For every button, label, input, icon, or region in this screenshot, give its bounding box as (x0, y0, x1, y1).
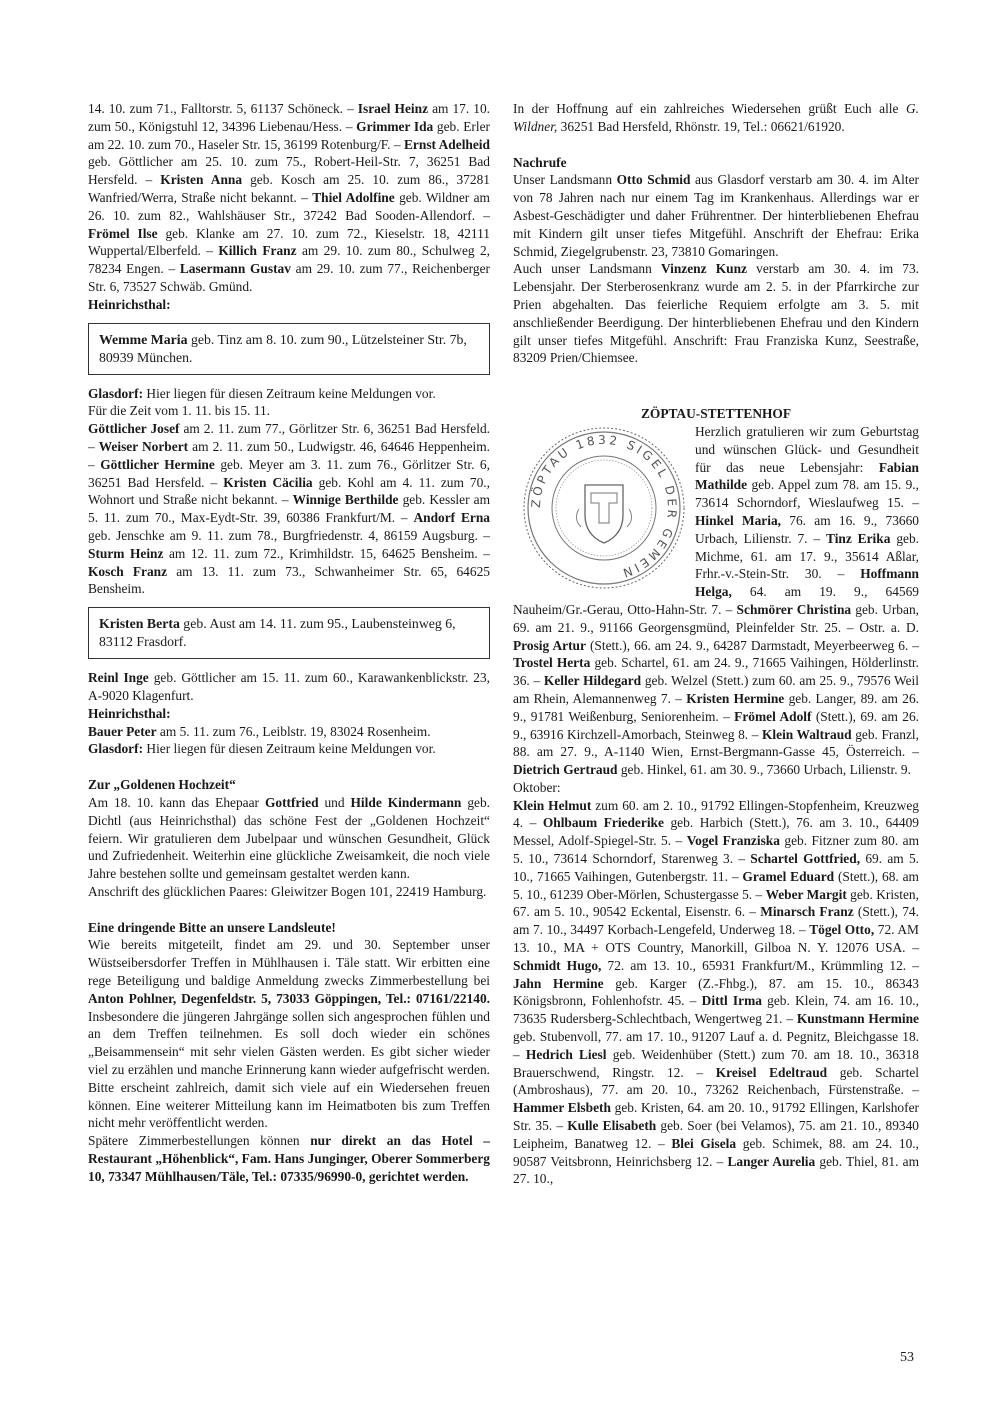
heinrichsthal-heading: Heinrichsthal: (88, 296, 171, 312)
obituaries-heading: Nachrufe (513, 154, 567, 170)
golden-wedding-heading: Zur „Goldenen Hochzeit“ (88, 777, 236, 793)
period-line: Für die Zeit vom 1. 11. bis 15. 11. (88, 403, 271, 419)
glasdorf-note: Glasdorf: Hier liegen für diesen Zeitraum keine Meldungen vor. (88, 385, 436, 401)
zoeptau-birthdays-september: Herzlich gratulieren wir zum Geburtstag und wünschen Glück- und Gesundheit für das neue Lebensjahr: Fabian Mathilde geb. Appel zum 78. am 15. 9., 73614 Schorndorf, Wieslaufweg 15. – Hinkel Maria, 76. am 16. 9., 73660 Urbach, Lilienstr. 7. – Tinz Erika geb. Michme, 61. am 17. 9., 35614 Aßlar, Frhr.-v.-Stein-Str. 30. – Hoffmann Helga, 64. am 19. 9., 64569 Nauheim/Gr.-Gerau, Otto-Hahn-Str. 7. – Schmörer Christina geb. Urban, 69. am 21. 9., 91166 Georgensgmünd, Pleinfelder Str. 25. – Ostr. a. D. Prosig Artur (Stett.), 66. am 24. 9., 64287 Darmstadt, Meyerbeerweg 6. – Trostel Herta geb. Schartel, 61. am 24. 9., 71665 Vaihingen, Hölderlinstr. 36. – Keller Hildegard geb. Welzel (Stett.) zum 60. am 25. 9., 79576 Weil am Rhein, Alemannenweg 7. – Kristen Hermine geb. Langer, 89. am 26. 9., 91781 Weißenburg, Seniorenheim. – Frömel Adolf (Stett.), 69. am 26. 9., 63916 Kirchzell-Amorbach, Steinweg 8. – Klein Waltraud geb. Franzl, 88. am 27. 9., A-1140 Wien, Ernst-Bergmann-Gasse 45, Österreich. – Dietrich Gertraud geb. Hinkel, 61. am 30. 9., 73660 Urbach, Lilienstr. 9. (513, 423, 920, 778)
greeting-text: In der Hoffnung auf ein zahlreiches Wiedersehen grüßt Euch alle G. Wildner, 36251 Bad Hersfeld, Rhönstr. 19, Tel.: 06621/61920. (513, 101, 919, 134)
zoeptau-birthdays-october: Klein Helmut zum 60. am 2. 10., 91792 Ellingen-Stopfenheim, Kreuzweg 4. – Ohlbaum Friederike geb. Harbich (Stett.), 76. am 3. 10., 64409 Messel, Adolf-Spiegel-Str. 5. – Vogel Franziska geb. Fitzner zum 80. am 5. 10., 73614 Schorndorf, Starenweg 3. – Schartel Gottfried, 69. am 5. 10., 71665 Vaihingen, Gutenbergstr. 11. – Gramel Eduard (Stett.), 68. am 5. 10., 61239 Ober-Mörlen, Schustergasse 5. – Weber Margit geb. Kristen, 67. am 5. 10., 90542 Eckental, Eisenstr. 6. – Minarsch Franz (Stett.), 74. am 7. 10., 34497 Korbach-Lengefeld, Underweg 18. – Tögel Otto, 72. AM 13. 10., MA + OTS Country, Manorkill, Gilboa N. Y. 12076 USA. – Schmidt Hugo, 72. am 13. 10., 65931 Frankfurt/M., Krümmling 12. – Jahn Hermine geb. Karger (Z.-Fhbg.), 87. am 15. 10., 86343 Königsbronn, Fohlenhofstr. 45. – Dittl Irma geb. Klein, 74. am 16. 10., 73635 Rudersberg-Schlechtbach, Wengertweg 21. – Kunstmann Hermine geb. Stubenvoll, 77. am 17. 10., 91207 Lauf a. d. Pegnitz, Bleichgasse 18. – Hedrich Liesl geb. Weidenhüber (Stett.) zum 70. am 18. 10., 36318 Brauerschwend, Ringstr. 12. – Kreisel Edeltraud geb. Schartel (Ambroshaus), 77. am 20. 10., 73262 Reichenbach, Fürstenstraße. – Hammer Elsbeth geb. Kristen, 64. am 20. 10., 91792 Ellingen, Karlshofer Str. 35. – Kulle Elisabeth geb. Soer (bei Velamos), 75. am 21. 10., 89340 Leipheim, Banatweg 12. – Blei Gisela geb. Schimek, 88. am 24. 10., 90587 Veitsbronn, Heinrichsberg 12. – Langer Aurelia geb. Thiel, 81. am 27. 10., (513, 797, 920, 1187)
obituary-otto-schmid: Unser Landsmann Otto Schmid aus Glasdorf verstarb am 30. 4. im Alter von 78 Jahren nach nur einem Tag im Krankenhaus. Allerdings war er Asbest-Geschädigter und daher Frührentner. Der hinterbliebenen Ehefrau mit Kindern gilt unser tiefes Mitgefühl. Anschrift der Ehefrau: Erika Schmid, Ziegelgrubenstr. 23, 73810 Gomaringen. (513, 172, 919, 259)
svg-text:ZÖPTAU 1832 SIGEL DER GEMEIN: ZÖPTAU 1832 SIGEL DER GEMEIN (528, 432, 680, 581)
right-column (513, 100, 919, 1188)
obituary-vinzenz-kunz: Auch unser Landsmann Vinzenz Kunz verstarb am 30. 4. im 73. Lebensjahr. Der Sterberosenkranz wurde am 2. 5. in der Pfarrkirche zur Prien abgehalten. Das feierliche Requiem erfolgte am 3. 5. mit anschließender Beerdigung. Der hinterbliebenen Ehefrau und den Kindern gilt unser tiefes Mitgefühl. Anschrift: Frau Franziska Kunz, Seestraße, 83209 Prien/Chiemsee. (513, 261, 919, 366)
municipal-seal-image (519, 423, 689, 593)
birthday-list-october: 14. 10. zum 71., Falltorstr. 5, 61137 Schöneck. – Israel Heinz am 17. 10. zum 50., Königstuhl 12, 34396 Liebenau/Hess. – Grimmer Ida geb. Erler am 22. 10. zum 70., Haseler Str. 15, 36199 Rotenburg/F. – Ernst Adelheid geb. Göttlicher am 25. 10. zum 75., Robert-Heil-Str. 7, 36251 Bad Hersfeld. – Kristen Anna geb. Kosch am 25. 10. zum 86., 37281 Wanfried/Werra, Straße nicht bekannt. – Thiel Adolfine geb. Wildner am 26. 10. zum 82., Wahlshäuser Str., 37242 Bad Sooden-Allendorf. – Frömel Ilse geb. Klanke am 27. 10. zum 72., Kieselstr. 18, 42111 Wuppertal/Elberfeld. – Killich Franz am 29. 10. zum 80., Schulweg 2, 78234 Engen. – Lasermann Gustav am 29. 10. zum 77., Reichenberger Str. 6, 73527 Schwäb. Gmünd. (88, 101, 490, 294)
highlight-box-kristen: Kristen Berta geb. Aust am 14. 11. zum 95., Laubensteinweg 6, 83112 Frasdorf. (88, 607, 490, 659)
page-number: 53 (900, 1350, 914, 1365)
urgent-request-heading: Eine dringende Bitte an unsere Landsleute! (88, 919, 336, 935)
section-title-zoeptau: ZÖPTAU-STETTENHOF (640, 406, 792, 422)
golden-wedding-text: Am 18. 10. kann das Ehepaar Gottfried und Hilde Kindermann geb. Dichtl (aus Heinrichsthal) das schöne Fest der „Goldenen Hochzeit“ feiern. Wir gratulieren dem Jubelpaar und wünschen Gesundheit, Glück und Zufriedenheit. Weiterhin eine glückliche Zweisamkeit, die noch viele Jahre bestehen sollte und gemeinsam gestaltet werden kann. (88, 794, 491, 882)
birthday-entry-bauer: Bauer Peter am 5. 11. zum 76., Leiblstr. 19, 83024 Rosenheim. (88, 723, 431, 739)
birthday-list-november: Göttlicher Josef am 2. 11. zum 77., Görlitzer Str. 6, 36251 Bad Hersfeld. – Weiser Norbert am 2. 11. zum 50., Ludwigstr. 46, 64646 Heppenheim. – Göttlicher Hermine geb. Meyer am 3. 11. zum 76., Görlitzer Str. 6, 36251 Bad Hersfeld. – Kristen Cäcilia geb. Kohl am 4. 11. zum 70., Wohnort und Straße nicht bekannt. – Winnige Berthilde geb. Kessler am 5. 11. zum 70., Max-Eydt-Str. 39, 60386 Frankfurt/M. – Andorf Erna geb. Jenschke am 9. 11. zum 78., Burgfriedenstr. 4, 86159 Augsburg. – Sturm Heinz am 12. 11. zum 72., Krimhildstr. 15, 64625 Bensheim. – Kosch Franz am 13. 11. zum 73., Schwanheimer Str. 65, 64625 Bensheim. (88, 421, 490, 597)
heinrichsthal-heading-2: Heinrichsthal: (88, 705, 171, 721)
urgent-request-text: Wie bereits mitgeteilt, findet am 29. und 30. September unser Wüstseibersdorfer Treffen in Mühlhausen i. Täle statt. Wir erbitten eine rege Beteiligung und baldige Anmeldung zwecks Zimmerbestellung bei Anton Pohlner, Degenfeldstr. 5, 73033 Göppingen, Tel.: 07161/22140. Insbesondere die jüngeren Jahrgänge sollen sich angesprochen fühlen und an dem Treffen teilnehmen. Es soll doch wieder ein schönes „Beisammensein“ mit sehr vielen Gästen werden. Es gibt sicher wieder viel zu erzählen und manche Erinnerung kann wieder aufgefrischt werden. Bitte erscheint zahlreich, damit sich viele auf ein Wiedersehen freuen können. Eine weiterer Mitteilung kann im Heimatboten bis zum Treffen nicht mehr veröffentlicht werden. (88, 937, 490, 1131)
golden-wedding-address: Anschrift des glücklichen Paares: Gleiwitzer Bogen 101, 22419 Hamburg. (88, 883, 487, 899)
glasdorf-note-2: Glasdorf: Hier liegen für diesen Zeitraum keine Meldungen vor. (88, 741, 436, 757)
highlight-box-wemme: Wemme Maria geb. Tinz am 8. 10. zum 90., Lützelsteiner Str. 7b, 80939 München. (88, 323, 490, 375)
hotel-booking-note: Spätere Zimmerbestellungen können nur direkt an das Hotel – Restaurant „Höhenblick“, Fam. Hans Junginger, Oberer Sommerberg 10, 73347 Mühlhausen/Täle, Tel.: 07335/96990-0, gerichtet werden. (88, 1133, 490, 1184)
october-label: Oktober: (513, 779, 561, 795)
birthday-entry-reinl: Reinl Inge geb. Göttlicher am 15. 11. zum 60., Karawankenblickstr. 23, A-9020 Klagenfurt. (88, 670, 490, 703)
left-column (88, 100, 490, 1186)
